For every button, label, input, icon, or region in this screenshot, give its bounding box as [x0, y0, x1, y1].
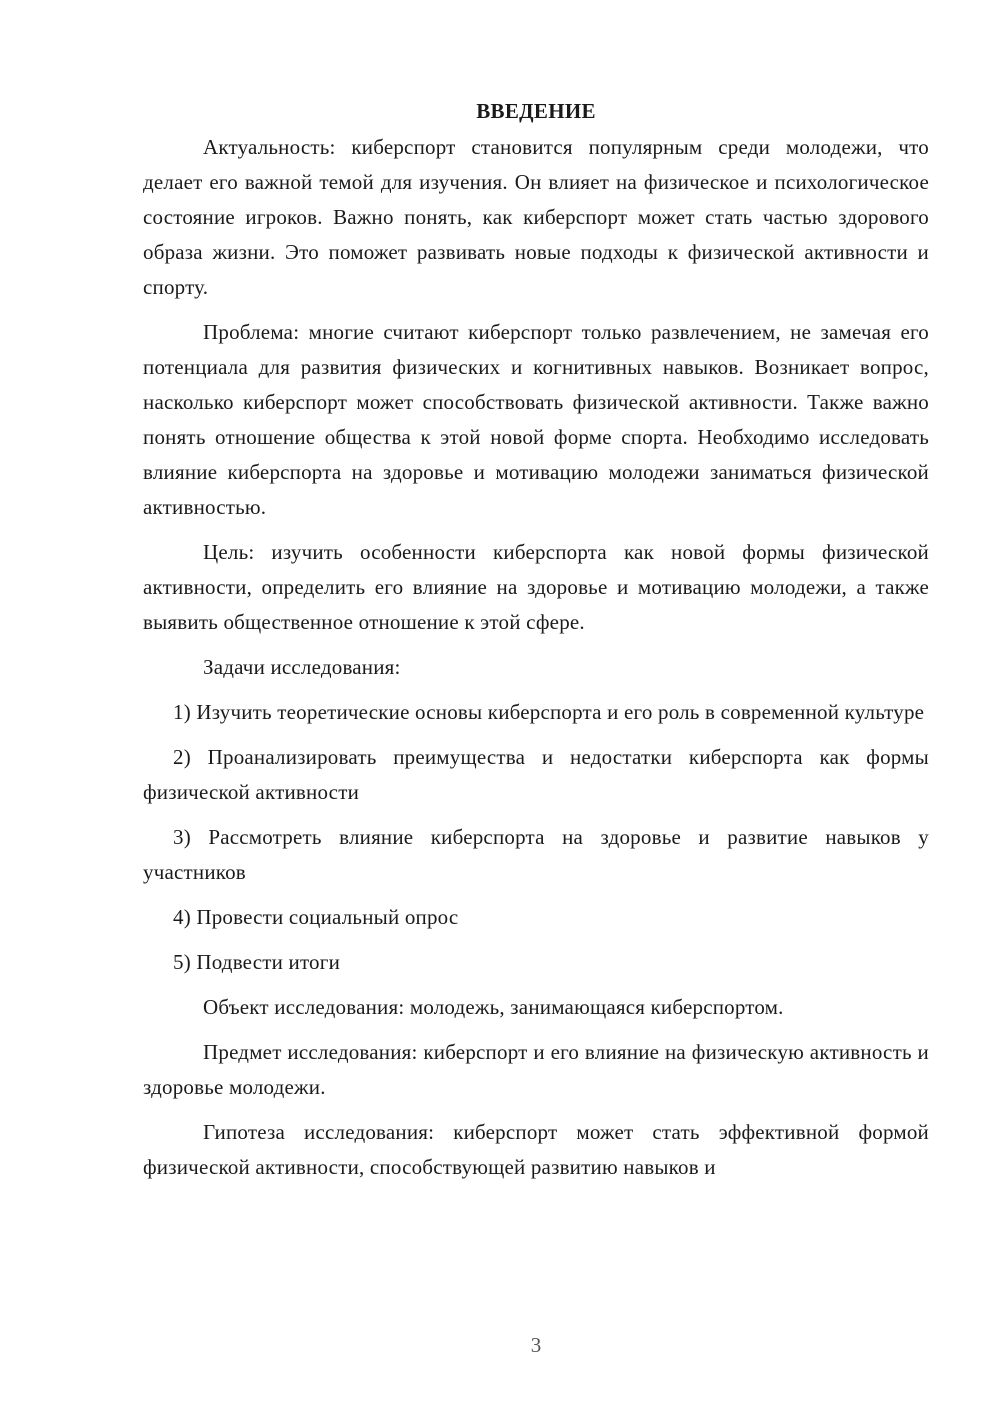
- page-number: 3: [530, 1333, 542, 1357]
- relevance-paragraph: Актуальность: киберспорт становится популярным среди молодежи, что делает его важной темой для изучения. Он влияет на физическое и психологическое состояние игроков. Важно понять, как киберспорт может стать частью здорового образа жизни. Это поможет развивать новые подходы к физической активности и спорту.: [143, 135, 929, 299]
- task-item-5: 5) Подвести итоги: [173, 950, 341, 974]
- object-paragraph: Объект исследования: молодежь, занимающаяся киберспортом.: [203, 995, 784, 1019]
- tasks-heading: Задачи исследования:: [203, 655, 401, 679]
- page-body: [143, 92, 929, 1195]
- goal-paragraph: Цель: изучить особенности киберспорта как новой формы физической активности, определить его влияние на здоровье и мотивацию молодежи, а также выявить общественное отношение к этой сфере.: [143, 540, 929, 634]
- task-item-2: 2) Проанализировать преимущества и недостатки киберспорта как формы физической активности: [143, 745, 929, 804]
- problem-paragraph: Проблема: многие считают киберспорт только развлечением, не замечая его потенциала для развития физических и когнитивных навыков. Возникает вопрос, насколько киберспорт может способствовать физической активности. Также важно понять отношение общества к этой новой форме спорта. Необходимо исследовать влияние киберспорта на здоровье и мотивацию молодежи заниматься физической активностью.: [143, 320, 929, 519]
- subject-paragraph: Предмет исследования: киберспорт и его влияние на физическую активность и здоровье молодежи.: [143, 1040, 929, 1099]
- section-heading: ВВЕДЕНИЕ: [476, 99, 596, 123]
- task-item-4: 4) Провести социальный опрос: [173, 905, 459, 929]
- task-item-3: 3) Рассмотреть влияние киберспорта на здоровье и развитие навыков у участников: [143, 825, 929, 884]
- task-item-1: 1) Изучить теоретические основы киберспорта и его роль в современной культуре: [173, 700, 925, 724]
- hypothesis-paragraph: Гипотеза исследования: киберспорт может стать эффективной формой физической активности, способствующей развитию навыков и: [143, 1120, 929, 1179]
